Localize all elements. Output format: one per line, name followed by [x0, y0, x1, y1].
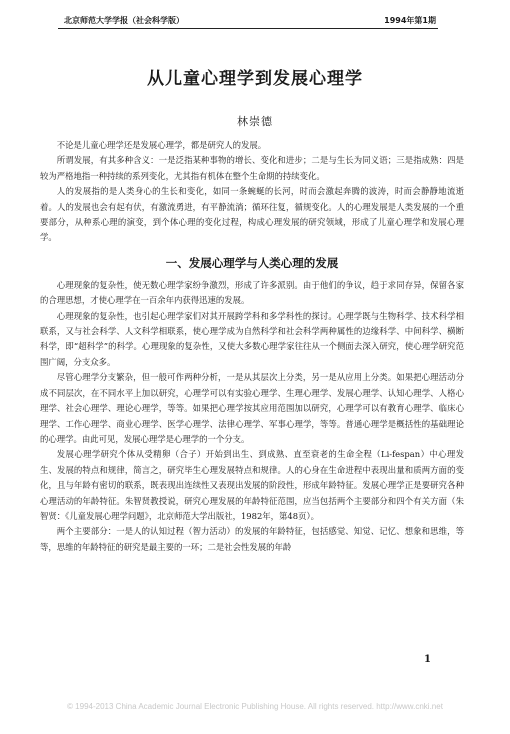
paragraph: 尽管心理学分支繁杂，但一般可作两种分析，一是从其层次上分类，另一是从应用上分类。如果把心理活动分成不同层次，在不同水平上加以研究，心理学可以有实验心理学、生理心理学、发展心理学、认知心理学、人格心理学、社会心理学、理论心理学，等等。如果把心理学按其应用范围加以研究，心理学可以有教育心理学、临床心理学、工作心理学、商业心理学、医学心理学、法律心理学、军事心理学，等等。普通心理学是概括性的基础理论的心理学。由此可见，发展心理学是心理学的一个分支。	[40, 372, 464, 444]
paragraph: 所谓发展，有其多种含义：一是泛指某种事物的增长、变化和进步；二是与生长为同义语；三是指成熟：四是较为严格地指一种持续的系列变化，尤其指有机体在整个生命期的持续变化。	[40, 155, 464, 181]
paragraph: 两个主要部分：一是人的认知过程（智力活动）的发展的年龄特征，包括感觉、知觉、记忆、想象和思维，等等，思维的年龄特征的研究是最主要的一环；二是社会性发展的年龄	[40, 526, 464, 552]
copyright-footer: © 1994-2013 China Academic Journal Electronic Publishing House. All rights reserved. http://www.cnki.net	[67, 702, 443, 711]
article-author: 林崇德	[237, 115, 273, 128]
paragraph: 不论是儿童心理学还是发展心理学，都是研究人的发展。	[56, 140, 267, 150]
journal-name: 北京师范大学学报（社会科学版）	[64, 16, 184, 25]
issue-number: 1994年第1期	[384, 16, 436, 25]
paragraph: 心理现象的复杂性，使无数心理学家纷争激烈，形成了许多派别。由于他们的争议，趋于求同存异，保留各家的合理思想，才使心理学在一百余年内获得迅速的发展。	[40, 279, 464, 306]
article-body	[40, 138, 464, 555]
article-title: 从儿童心理学到发展心理学	[147, 69, 363, 89]
paragraph: 发展心理学研究个体从受精卵（合子）开始到出生、到成熟、直至衰老的生命全程（Li-fespan）中心理发生、发展的特点和规律，简言之，研究毕生心理发展特点和规律。人的心身在生命进程中表现出量和质两方面的变化，且与年龄有密切的联系，既表现出连续性又表现出发展的阶段性，形成年龄特征。发展心理学正是要研究各种心理活动的年龄特征。朱智贤教授说，研究心理发展的年龄特征范围，应当包括两个主要部分和四个有关方面（朱智贤：《儿童发展心理学问题》，北京师范大学出版社，1982年，第48页）。	[40, 449, 464, 521]
paragraph: 人的发展指的是人类身心的生长和变化，如同一条蜿蜒的长河，时而会激起奔腾的波涛，时而会静静地流逝着。人的发展也会有起有伏，有激流勇进，有平静流淌；循环往复，循规变化。人的心理发展是人类发展的一个重要部分，从种系心理的演变，到个体心理的变化过程，构成心理发展的研究领域，形成了儿童心理学和发展心理学。	[40, 186, 464, 243]
paragraph: 心理现象的复杂性，也引起心理学家们对其开展跨学科和多学科性的探讨。心理学既与生物科学、技术科学相联系，又与社会科学、人文科学相联系，使心理学成为自然科学和社会科学两种属性的边缘科学、中间科学、横断科学，即“超科学”的科学。心理现象的复杂性，又使大多数心理学家往往从一个侧面去深入研究，使心理学研究范围广阔，分支众多。	[40, 310, 464, 367]
page-number: 1	[424, 654, 431, 665]
section-heading: 一、发展心理学与人类心理的发展	[165, 255, 339, 270]
running-header	[58, 10, 438, 29]
